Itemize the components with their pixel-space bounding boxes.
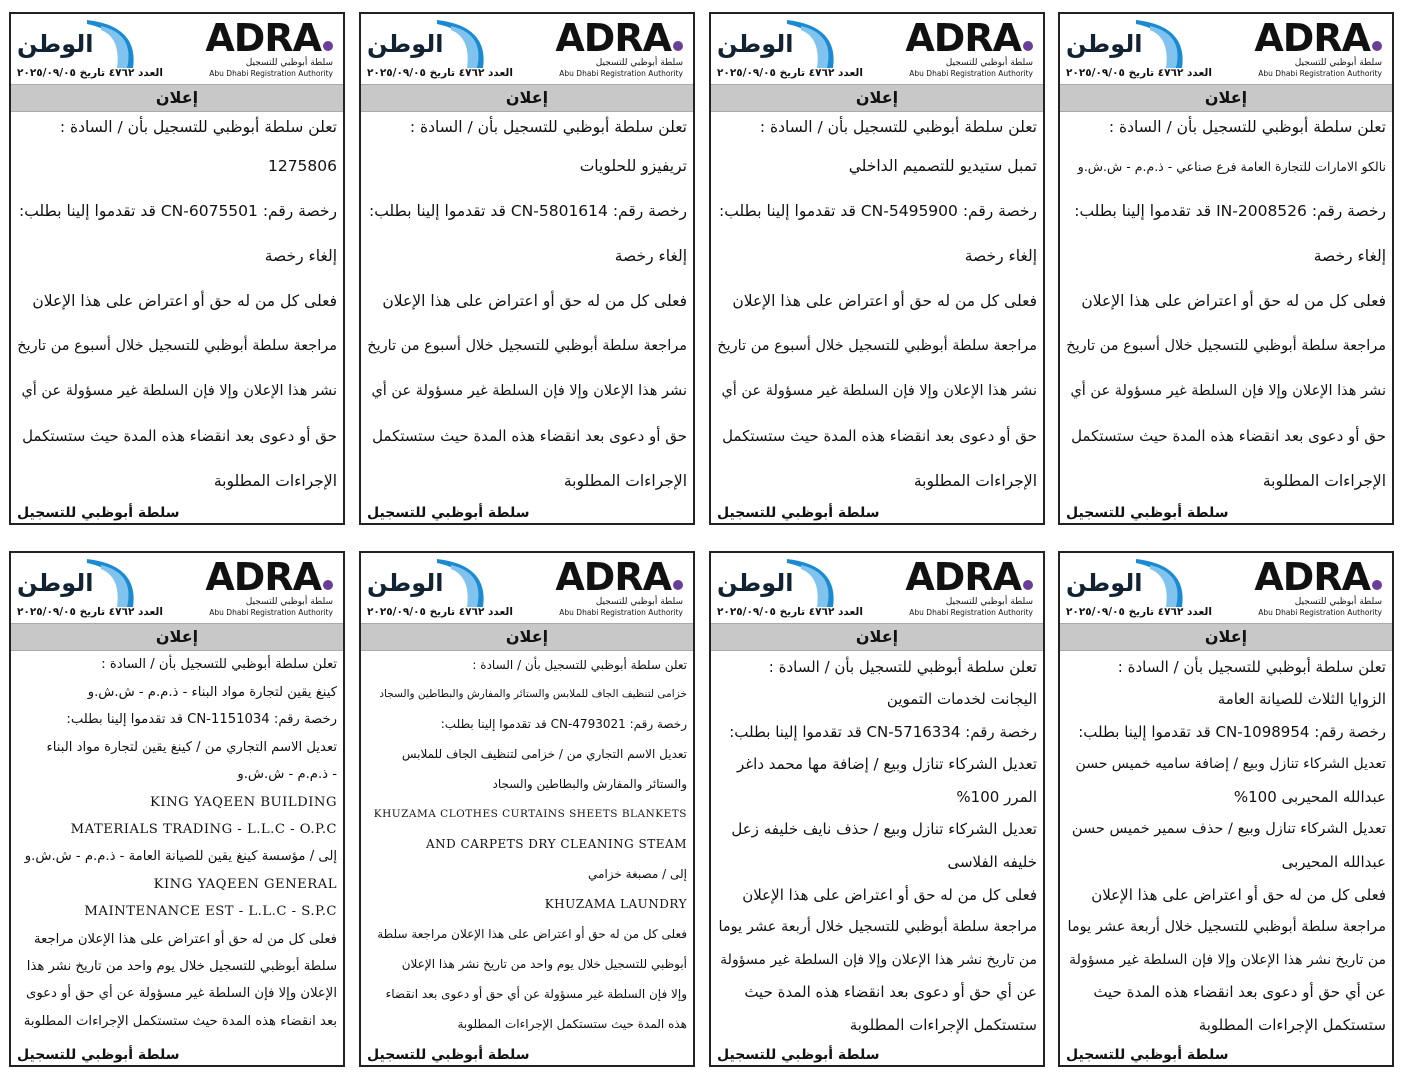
notice-line: إلغاء رخصة: [964, 247, 1037, 265]
notice-card-1: [1058, 12, 1394, 525]
adra-logo: [1242, 557, 1382, 617]
adra-logo-english: Abu Dhabi Registration Authority: [559, 608, 683, 617]
announcement-title: إعلان: [1060, 84, 1392, 112]
notice-line: KING YAQEEN BUILDING: [150, 794, 337, 810]
notice-card-6: [709, 551, 1045, 1067]
notice-line: نشر هذا الإعلان وإلا فإن السلطة غير مسؤولة عن أي: [721, 383, 1037, 399]
alwatan-logo: [367, 555, 497, 607]
notice-line: الزوايا الثلاث للصيانة العامة: [1217, 690, 1386, 708]
notice-line: الإعلان وإلا فإن السلطة غير مسؤولة عن أي حق أو دعوى: [26, 986, 337, 1002]
notice-line: MATERIALS TRADING - L.L.C - O.P.C: [70, 822, 337, 838]
notice-line: تعلن سلطة أبوظبي للتسجيل بأن / السادة :: [101, 657, 337, 672]
notice-line: ستستكمل الإجراءات المطلوبة: [1198, 1015, 1386, 1034]
adra-dot-icon: [323, 580, 333, 590]
announcement-title: إعلان: [11, 623, 343, 651]
issue-number-date: العدد ٤٧٦٢ تاريخ ٢٠٢٥/٠٩/٠٥: [367, 67, 513, 79]
adra-logo: [893, 557, 1033, 617]
adra-logo-arabic: سلطة أبوظبي للتسجيل: [245, 58, 333, 68]
notice-line: تريفيزو للحلويات: [579, 157, 687, 175]
notice-line: كينغ يقين لتجارة مواد البناء - ذ.م.م - ش.ش.و: [87, 685, 337, 700]
notice-card-4: [9, 12, 345, 525]
notice-line: MAINTENANCE EST - L.L.C - S.P.C: [84, 904, 337, 920]
notice-line: والستائر والمفارش والبطاطين والسجاد: [492, 777, 687, 791]
alwatan-logo: [1066, 555, 1196, 607]
notice-line: الإجراءات المطلوبة: [563, 472, 687, 490]
adra-logo: [893, 18, 1033, 78]
adra-logo-arabic: سلطة أبوظبي للتسجيل: [595, 58, 683, 68]
adra-logo-word: ADRA: [1242, 557, 1382, 597]
notice-line: KHUZAMA LAUNDRY: [544, 897, 687, 911]
notice-line: مراجعة سلطة أبوظبي للتسجيل خلال أسبوع من تاريخ: [717, 338, 1037, 354]
notice-line: رخصة رقم: CN-4793021 قد تقدموا إلينا بطلب:: [440, 717, 687, 731]
notice-body: [711, 651, 1043, 1042]
notice-line: تعلن سلطة أبوظبي للتسجيل بأن / السادة :: [472, 658, 687, 672]
notice-line: نشر هذا الإعلان وإلا فإن السلطة غير مسؤولة عن أي: [21, 383, 337, 399]
adra-logo: [543, 18, 683, 78]
notice-line: KHUZAMA CLOTHES CURTAINS SHEETS BLANKETS: [373, 808, 687, 820]
notice-line: تعلن سلطة أبوظبي للتسجيل بأن / السادة :: [1108, 118, 1386, 136]
notice-line: حق أو دعوى بعد انقضاء هذه المدة حيث ستستكمل: [1071, 427, 1386, 445]
adra-dot-icon: [1372, 580, 1382, 590]
announcement-title: إعلان: [361, 623, 693, 651]
notice-body: [1060, 112, 1392, 504]
notice-line: رخصة رقم: CN-5495900 قد تقدموا إلينا بطلب:: [718, 202, 1037, 220]
issue-number-date: العدد ٤٧٦٢ تاريخ ٢٠٢٥/٠٩/٠٥: [717, 67, 863, 79]
notice-line: إلغاء رخصة: [1313, 247, 1386, 265]
notice-line: سلطة أبوظبي للتسجيل خلال يوم واحد من تاريخ نشر هذا: [26, 959, 337, 975]
card-header: [1060, 553, 1392, 623]
notice-line: رخصة رقم: IN-2008526 قد تقدموا إلينا بطلب:: [1074, 202, 1386, 220]
adra-logo: [193, 18, 333, 78]
adra-logo-word: ADRA: [543, 18, 683, 58]
notice-line: تعلن سلطة أبوظبي للتسجيل بأن / السادة :: [759, 118, 1037, 136]
card-header: [361, 14, 693, 84]
notice-line: مراجعة سلطة أبوظبي للتسجيل خلال أسبوع من تاريخ: [17, 338, 337, 354]
notice-line: تعديل الشركاء تنازل وبيع / حذف نايف خليفه زعل: [731, 820, 1037, 839]
notice-body: [11, 112, 343, 504]
notice-line: خزامى لتنظيف الجاف للملابس والستائر والمفارش والبطاطين والسجاد: [379, 688, 687, 700]
notice-line: المرر 100%: [956, 787, 1037, 806]
adra-logo-english: Abu Dhabi Registration Authority: [909, 608, 1033, 617]
notice-line: - ذ.م.م - ش.ش.و: [237, 767, 337, 783]
notice-line: تعديل الشركاء تنازل وبيع / حذف سمير خميس حسن: [1071, 821, 1386, 838]
card-header: [1060, 14, 1392, 84]
adra-logo-word: ADRA: [543, 557, 683, 597]
adra-logo-arabic: سلطة أبوظبي للتسجيل: [595, 597, 683, 607]
adra-logo-arabic: سلطة أبوظبي للتسجيل: [945, 597, 1033, 607]
notice-line: حق أو دعوى بعد انقضاء هذه المدة حيث ستستكمل: [722, 427, 1037, 445]
alwatan-logo-word: الوطن: [717, 30, 794, 58]
notice-body: [711, 112, 1043, 504]
notice-line: رخصة رقم: CN-1098954 قد تقدموا إلينا بطلب:: [1078, 722, 1386, 741]
alwatan-logo: [17, 16, 147, 68]
adra-logo-english: Abu Dhabi Registration Authority: [209, 69, 333, 78]
signature: سلطة أبوظبي للتسجيل: [17, 1047, 180, 1063]
alwatan-logo: [17, 555, 147, 607]
card-header: [11, 553, 343, 623]
notice-line: فعلى كل من له حق أو اعتراض على هذا الإعلان: [732, 292, 1037, 310]
notice-line: مراجعة سلطة أبوظبي للتسجيل خلال أربعة عشر يوما: [1067, 919, 1386, 936]
notice-line: رخصة رقم: CN-5801614 قد تقدموا إلينا بطلب:: [368, 202, 687, 220]
announcement-title: إعلان: [361, 84, 693, 112]
announcement-title: إعلان: [711, 84, 1043, 112]
notice-line: وإلا فإن السلطة غير مسؤولة عن أي حق أو دعوى بعد انقضاء: [385, 987, 687, 1001]
announcement-title: إعلان: [1060, 623, 1392, 651]
notice-line: إلغاء رخصة: [264, 247, 337, 265]
notice-card-3: [359, 12, 695, 525]
alwatan-logo-word: الوطن: [17, 569, 94, 597]
adra-logo-arabic: سلطة أبوظبي للتسجيل: [1294, 58, 1382, 68]
notice-line: رخصة رقم: CN-5716334 قد تقدموا إلينا بطلب:: [729, 722, 1037, 741]
notice-line: تعديل الاسم التجاري من / خزامى لتنظيف الجاف للملابس: [401, 747, 687, 761]
issue-number-date: العدد ٤٧٦٢ تاريخ ٢٠٢٥/٠٩/٠٥: [17, 67, 163, 79]
notice-line: حق أو دعوى بعد انقضاء هذه المدة حيث ستستكمل: [372, 427, 687, 445]
notice-line: رخصة رقم: CN-1151034 قد تقدموا إلينا بطلب:: [66, 712, 337, 728]
adra-logo-word: ADRA: [1242, 18, 1382, 58]
adra-logo-word: ADRA: [193, 557, 333, 597]
notice-line: تعلن سلطة أبوظبي للتسجيل بأن / السادة :: [59, 118, 337, 136]
notice-line: رخصة رقم: CN-6075501 قد تقدموا إلينا بطلب:: [18, 202, 337, 220]
notice-line: إلغاء رخصة: [614, 247, 687, 265]
notice-line: نالكو الامارات للتجارة العامة فرع صناعي - ذ.م.م - ش.ش.و: [1077, 159, 1386, 174]
notice-line: الإجراءات المطلوبة: [213, 472, 337, 490]
alwatan-logo-word: الوطن: [1066, 569, 1143, 597]
adra-logo-english: Abu Dhabi Registration Authority: [209, 608, 333, 617]
notice-line: مراجعة سلطة أبوظبي للتسجيل خلال أسبوع من تاريخ: [367, 338, 687, 354]
notice-line: مراجعة سلطة أبوظبي للتسجيل خلال أربعة عشر يوما: [718, 919, 1037, 936]
signature: سلطة أبوظبي للتسجيل: [17, 505, 180, 521]
notice-line: تمبل ستيديو للتصميم الداخلي: [848, 157, 1037, 175]
notice-line: AND CARPETS DRY CLEANING STEAM: [425, 837, 687, 851]
notice-line: هذه المدة حيث ستستكمل الإجراءات المطلوبة: [457, 1017, 687, 1031]
notice-card-5: [1058, 551, 1394, 1067]
notice-line: إلى / مؤسسة كينغ يقين للصيانة العامة - ذ.م.م - ش.ش.و: [24, 849, 337, 865]
adra-dot-icon: [1023, 580, 1033, 590]
notice-line: نشر هذا الإعلان وإلا فإن السلطة غير مسؤولة عن أي: [371, 383, 687, 399]
adra-logo-arabic: سلطة أبوظبي للتسجيل: [945, 58, 1033, 68]
adra-logo-english: Abu Dhabi Registration Authority: [559, 69, 683, 78]
announcement-title: إعلان: [711, 623, 1043, 651]
notice-line: تعديل الشركاء تنازل وبيع / إضافة ساميه خميس حسن: [1075, 756, 1386, 773]
notice-line: اليجانت لخدمات التموين: [886, 690, 1037, 708]
notice-line: خليفه الفلاسى: [947, 852, 1037, 871]
signature: سلطة أبوظبي للتسجيل: [1066, 1047, 1229, 1063]
adra-logo-english: Abu Dhabi Registration Authority: [1258, 608, 1382, 617]
adra-dot-icon: [673, 580, 683, 590]
signature: سلطة أبوظبي للتسجيل: [1066, 505, 1229, 521]
notice-line: بعد انقضاء هذه المدة حيث ستستكمل الإجراءات المطلوبة: [23, 1013, 337, 1029]
announcement-title: إعلان: [11, 84, 343, 112]
notice-line: فعلى كل من له حق أو اعتراض على هذا الإعلان: [1091, 885, 1386, 904]
notice-line: فعلى كل من له حق أو اعتراض على هذا الإعلان: [1081, 292, 1386, 310]
adra-logo-word: ADRA: [893, 18, 1033, 58]
adra-dot-icon: [323, 41, 333, 51]
notice-line: عبدالله المحيربى: [1281, 852, 1386, 871]
notice-line: تعديل الشركاء تنازل وبيع / إضافة مها محمد داغر: [737, 755, 1037, 774]
notice-line: عن أي حق أو دعوى بعد انقضاء هذه المدة حيث: [744, 983, 1037, 1002]
notice-line: فعلى كل من له حق أو اعتراض على هذا الإعلان: [742, 885, 1037, 904]
signature: سلطة أبوظبي للتسجيل: [717, 1047, 880, 1063]
alwatan-logo-word: الوطن: [17, 30, 94, 58]
notice-line: إلى / مصبغة خزامي: [588, 867, 687, 881]
adra-logo: [193, 557, 333, 617]
notice-body: [1060, 651, 1392, 1042]
alwatan-logo: [1066, 16, 1196, 68]
notice-line: KING YAQEEN GENERAL: [153, 876, 337, 892]
notice-line: مراجعة سلطة أبوظبي للتسجيل خلال أسبوع من تاريخ: [1066, 338, 1386, 354]
notice-body: [11, 651, 343, 1035]
adra-logo: [543, 557, 683, 617]
notice-line: تعديل الاسم التجاري من / كينغ يقين لتجارة مواد البناء: [46, 739, 337, 755]
issue-number-date: العدد ٤٧٦٢ تاريخ ٢٠٢٥/٠٩/٠٥: [717, 606, 863, 618]
alwatan-logo-word: الوطن: [367, 30, 444, 58]
notice-line: فعلى كل من له حق أو اعتراض على هذا الإعلان: [32, 292, 337, 310]
notice-body: [361, 112, 693, 504]
adra-dot-icon: [1023, 41, 1033, 51]
adra-logo-english: Abu Dhabi Registration Authority: [909, 69, 1033, 78]
adra-logo-word: ADRA: [893, 557, 1033, 597]
notice-line: 1275806: [267, 157, 337, 175]
notice-line: الإجراءات المطلوبة: [1262, 472, 1386, 490]
alwatan-logo-word: الوطن: [367, 569, 444, 597]
notice-line: فعلى كل من له حق أو اعتراض على هذا الإعلان مراجعة سلطة: [377, 927, 687, 941]
notice-line: الإجراءات المطلوبة: [913, 472, 1037, 490]
notice-card-2: [709, 12, 1045, 525]
signature: سلطة أبوظبي للتسجيل: [367, 505, 530, 521]
signature: سلطة أبوظبي للتسجيل: [717, 505, 880, 521]
notice-line: تعلن سلطة أبوظبي للتسجيل بأن / السادة :: [1117, 658, 1386, 676]
notice-line: نشر هذا الإعلان وإلا فإن السلطة غير مسؤولة عن أي: [1070, 383, 1386, 399]
adra-logo-arabic: سلطة أبوظبي للتسجيل: [1294, 597, 1382, 607]
alwatan-logo: [717, 16, 847, 68]
alwatan-logo-word: الوطن: [717, 569, 794, 597]
card-header: [11, 14, 343, 84]
notice-line: عن أي حق أو دعوى بعد انقضاء هذه المدة حيث: [1093, 983, 1386, 1002]
notice-body: [361, 651, 693, 1039]
adra-logo: [1242, 18, 1382, 78]
notice-line: تعلن سلطة أبوظبي للتسجيل بأن / السادة :: [768, 658, 1037, 676]
notice-line: عبدالله المحيربى 100%: [1233, 787, 1386, 806]
card-header: [711, 553, 1043, 623]
notice-line: أبوظبي للتسجيل خلال يوم واحد من تاريخ نشر هذا الإعلان: [401, 957, 687, 971]
adra-logo-word: ADRA: [193, 18, 333, 58]
alwatan-logo: [367, 16, 497, 68]
alwatan-logo-word: الوطن: [1066, 30, 1143, 58]
alwatan-logo: [717, 555, 847, 607]
notice-line: فعلى كل من له حق أو اعتراض على هذا الإعلان مراجعة: [34, 931, 337, 947]
adra-logo-arabic: سلطة أبوظبي للتسجيل: [245, 597, 333, 607]
notice-card-7: [359, 551, 695, 1067]
issue-number-date: العدد ٤٧٦٢ تاريخ ٢٠٢٥/٠٩/٠٥: [367, 606, 513, 618]
adra-logo-english: Abu Dhabi Registration Authority: [1258, 69, 1382, 78]
notice-line: من تاريخ نشر هذا الإعلان وإلا فإن السلطة غير مسؤولة: [720, 951, 1037, 968]
notice-line: من تاريخ نشر هذا الإعلان وإلا فإن السلطة غير مسؤولة: [1069, 951, 1386, 968]
issue-number-date: العدد ٤٧٦٢ تاريخ ٢٠٢٥/٠٩/٠٥: [1066, 606, 1212, 618]
notice-line: ستستكمل الإجراءات المطلوبة: [849, 1015, 1037, 1034]
issue-number-date: العدد ٤٧٦٢ تاريخ ٢٠٢٥/٠٩/٠٥: [17, 606, 163, 618]
notice-line: فعلى كل من له حق أو اعتراض على هذا الإعلان: [382, 292, 687, 310]
signature: سلطة أبوظبي للتسجيل: [367, 1047, 530, 1063]
adra-dot-icon: [1372, 41, 1382, 51]
notice-line: تعلن سلطة أبوظبي للتسجيل بأن / السادة :: [409, 118, 687, 136]
notice-line: حق أو دعوى بعد انقضاء هذه المدة حيث ستستكمل: [22, 427, 337, 445]
card-header: [711, 14, 1043, 84]
issue-number-date: العدد ٤٧٦٢ تاريخ ٢٠٢٥/٠٩/٠٥: [1066, 67, 1212, 79]
notice-card-8: [9, 551, 345, 1067]
card-header: [361, 553, 693, 623]
adra-dot-icon: [673, 41, 683, 51]
